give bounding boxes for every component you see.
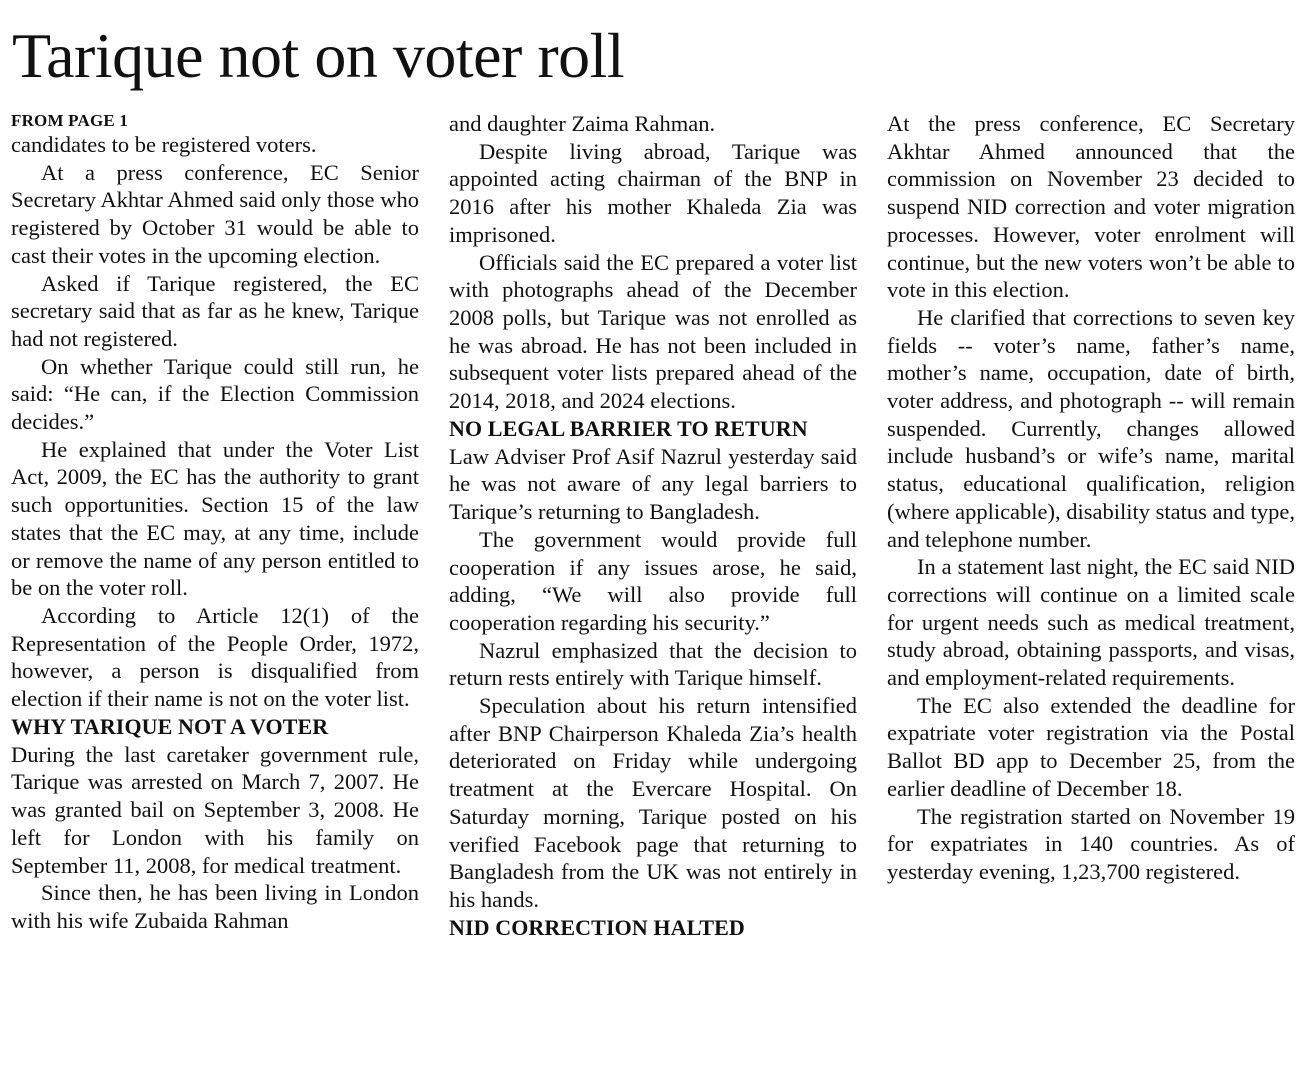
section-subhead: NID CORRECTION HALTED — [449, 914, 745, 940]
column-3-content — [887, 110, 1295, 886]
paragraph: At the press conference, EC Secretary Akhtar Ahmed announced that the commission on November 23 decided to suspend NID correction and voter migration processes. However, voter enrolment will continue, but the new voters won’t be able to vote in this election. — [887, 111, 1295, 303]
paragraph: In a statement last night, the EC said NID corrections will continue on a limited scale for urgent needs such as medical treatment, study abroad, obtaining passports, and visas, and employment-related requirements. — [887, 554, 1295, 691]
paragraph: Speculation about his return intensified after BNP Chairperson Khaleda Zia’s health deteriorated on Friday while undergoing treatment at the Evercare Hospital. On Saturday morning, Tarique posted on his verified Facebook page that returning to Bangladesh from the UK was not entirely in his hands. — [449, 693, 857, 912]
paragraph: Despite living abroad, Tarique was appointed acting chairman of the BNP in 2016 after his mother Khaleda Zia was imprisoned. — [449, 138, 857, 247]
paragraph: On whether Tarique could still run, he said: “He can, if the Election Commission decides.” — [11, 353, 419, 435]
paragraph: The government would provide full cooperation if any issues arose, he said, adding, “We will also provide full cooperation regarding his security.” — [449, 526, 857, 635]
paragraph: At a press conference, EC Senior Secretary Akhtar Ahmed said only those who registered by October 31 would be able to cast their votes in the upcoming election. — [11, 159, 419, 268]
paragraph: The registration started on November 19 for expatriates in 140 countries. As of yesterday evening, 1,23,700 registered. — [887, 803, 1295, 884]
paragraph: Law Adviser Prof Asif Nazrul yesterday said he was not aware of any legal barriers to Tarique’s returning to Bangladesh. — [449, 443, 857, 525]
column-2-content — [449, 110, 857, 942]
paragraph: He explained that under the Voter List Act, 2009, the EC has the authority to grant such opportunities. Section 15 of the law states that the EC may, at any time, include or remove the name of any person entitled to be on the voter roll. — [11, 436, 419, 601]
column-1-content — [11, 131, 419, 935]
paragraph: Since then, he has been living in London with his wife Zubaida Rahman — [11, 880, 419, 933]
section-subhead: WHY TARIQUE NOT A VOTER — [11, 713, 329, 739]
section-subhead: NO LEGAL BARRIER TO RETURN — [449, 415, 808, 441]
column-2 — [449, 110, 857, 942]
paragraph: Nazrul emphasized that the decision to return rests entirely with Tarique himself. — [449, 637, 857, 691]
paragraph: The EC also extended the deadline for expatriate voter registration via the Postal Ballot BD app to December 25, from the earlier deadline of December 18. — [887, 692, 1295, 801]
column-3 — [887, 110, 1295, 886]
paragraph: Asked if Tarique registered, the EC secretary said that as far as he knew, Tarique had not registered. — [11, 270, 419, 351]
column-1 — [11, 110, 419, 935]
paragraph: He clarified that corrections to seven key fields -- voter’s name, father’s name, mother’s name, occupation, date of birth, voter address, and photograph -- will remain suspended. Currently, changes allowed include husband’s or wife’s name, marital status, educational qualification, religion (where applicable), disability status and type, and telephone number. — [887, 304, 1295, 552]
paragraph: candidates to be registered voters. — [11, 132, 317, 157]
paragraph: and daughter Zaima Rahman. — [449, 111, 716, 136]
paragraph: According to Article 12(1) of the Representation of the People Order, 1972, however, a person is disqualified from election if their name is not on the voter list. — [11, 602, 419, 712]
article-body — [11, 110, 1296, 1060]
paragraph: During the last caretaker government rule, Tarique was arrested on March 7, 2007. He was granted bail on September 3, 2008. He left for London with his family on September 11, 2008, for medical treatment. — [11, 741, 419, 878]
kicker-from-page-1: FROM PAGE 1 — [11, 111, 129, 130]
paragraph: Officials said the EC prepared a voter list with photographs ahead of the December 2008 polls, but Tarique was not enrolled as he was abroad. He has not been included in subsequent voter lists prepared ahead of the 2014, 2018, and 2024 elections. — [449, 249, 857, 414]
headline: Tarique not on voter roll — [12, 20, 625, 91]
